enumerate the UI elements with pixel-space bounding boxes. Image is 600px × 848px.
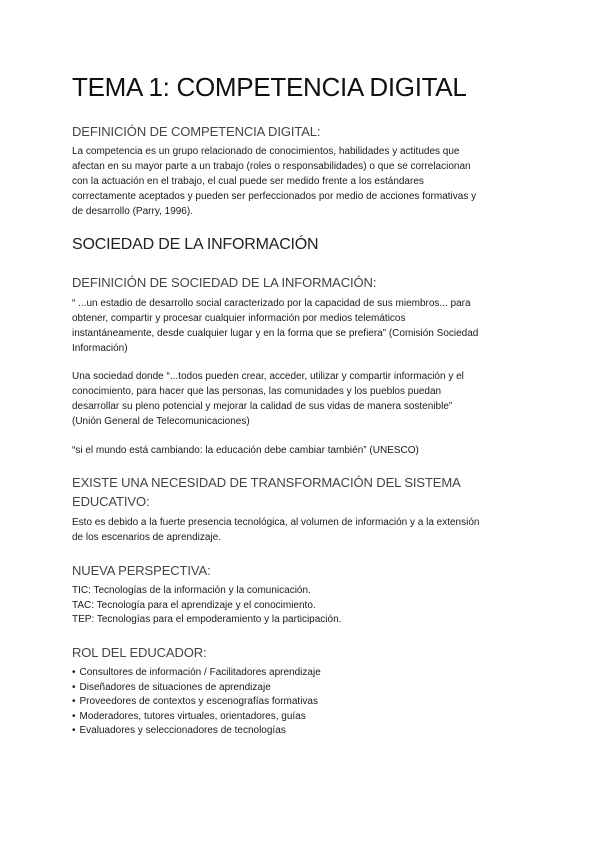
heading-line: EDUCATIVO: xyxy=(72,494,150,509)
rol-list xyxy=(72,666,528,739)
paragraph-line: Esto es debido a la fuerte presencia tecnológica, al volumen de información y a la extensión xyxy=(72,517,480,528)
perspectiva-heading: NUEVA PERSPECTIVA: xyxy=(72,563,211,578)
paragraph-line: de desarrollo (Parry, 1996). xyxy=(72,206,193,217)
paragraph-line: correctamente aceptados y pueden ser perfeccionados por medio de acciones formativas y xyxy=(72,191,477,202)
page-title: TEMA 1: COMPETENCIA DIGITAL xyxy=(72,72,467,102)
list-item: • Proveedores de contextos y escenografías formativas xyxy=(72,695,528,710)
sociedad-heading: SOCIEDAD DE LA INFORMACIÓN xyxy=(72,236,319,253)
paragraph-line: “si el mundo está cambiando: la educación debe cambiar también” (UNESCO) xyxy=(72,445,419,456)
rol-heading: ROL DEL EDUCADOR: xyxy=(72,645,207,660)
list-item: TEP: Tecnologías para el empoderamiento y la participación. xyxy=(72,614,342,625)
paragraph-line: de los escenarios de aprendizaje. xyxy=(72,532,221,543)
paragraph-line: obtener, compartir y procesar cualquier información por medios telemáticos xyxy=(72,313,406,324)
paragraph-line: La competencia es un grupo relacionado de conocimientos, habilidades y actitudes que xyxy=(72,146,460,157)
paragraph-line: con la actuación en el trabajo, el cual puede ser medido frente a los estándares xyxy=(72,176,424,187)
list-item: • Evaluadores y seleccionadores de tecnologías xyxy=(72,724,528,739)
competencia-paragraph xyxy=(72,144,528,219)
list-item: • Moderadores, tutores virtuales, orientadores, guías xyxy=(72,710,528,725)
list-item: TIC: Tecnologías de la información y la comunicación. xyxy=(72,585,311,596)
heading-line: EXISTE UNA NECESIDAD DE TRANSFORMACIÓN DEL SISTEMA xyxy=(72,475,461,490)
list-item: • Consultores de información / Facilitadores aprendizaje xyxy=(72,666,528,681)
paragraph-line: Una sociedad donde “...todos pueden crear, acceder, utilizar y compartir información y el xyxy=(72,371,464,382)
transformacion-paragraph xyxy=(72,515,528,545)
paragraph-line: conocimiento, para hacer que las personas, las comunidades y los pueblos puedan xyxy=(72,386,442,397)
perspectiva-list xyxy=(72,584,528,628)
competencia-heading: DEFINICIÓN DE COMPETENCIA DIGITAL: xyxy=(72,124,321,139)
sociedad-quote-1 xyxy=(72,296,528,356)
paragraph-line: “ ...un estadio de desarrollo social caracterizado por la capacidad de sus miembros... para xyxy=(72,298,471,309)
sociedad-subheading: DEFINICIÓN DE SOCIEDAD DE LA INFORMACIÓN: xyxy=(72,275,377,290)
list-item: • Diseñadores de situaciones de aprendizaje xyxy=(72,681,528,696)
paragraph-line: Información) xyxy=(72,343,128,354)
transformacion-heading xyxy=(72,473,528,511)
paragraph-line: desarrollar su pleno potencial y mejorar la calidad de sus vidas de manera sostenible” xyxy=(72,401,453,412)
paragraph-line: instantáneamente, desde cualquier lugar y en la forma que se prefiera” (Comisión Sociedad xyxy=(72,328,479,339)
sociedad-quote-2 xyxy=(72,369,528,429)
sociedad-quote-3 xyxy=(72,443,528,458)
paragraph-line: afectan en su mayor parte a un trabajo (roles o responsabilidades) o que se correlacionan xyxy=(72,161,471,172)
list-item: TAC: Tecnología para el aprendizaje y el conocimiento. xyxy=(72,599,316,611)
paragraph-line: (Unión General de Telecomunicaciones) xyxy=(72,416,250,427)
